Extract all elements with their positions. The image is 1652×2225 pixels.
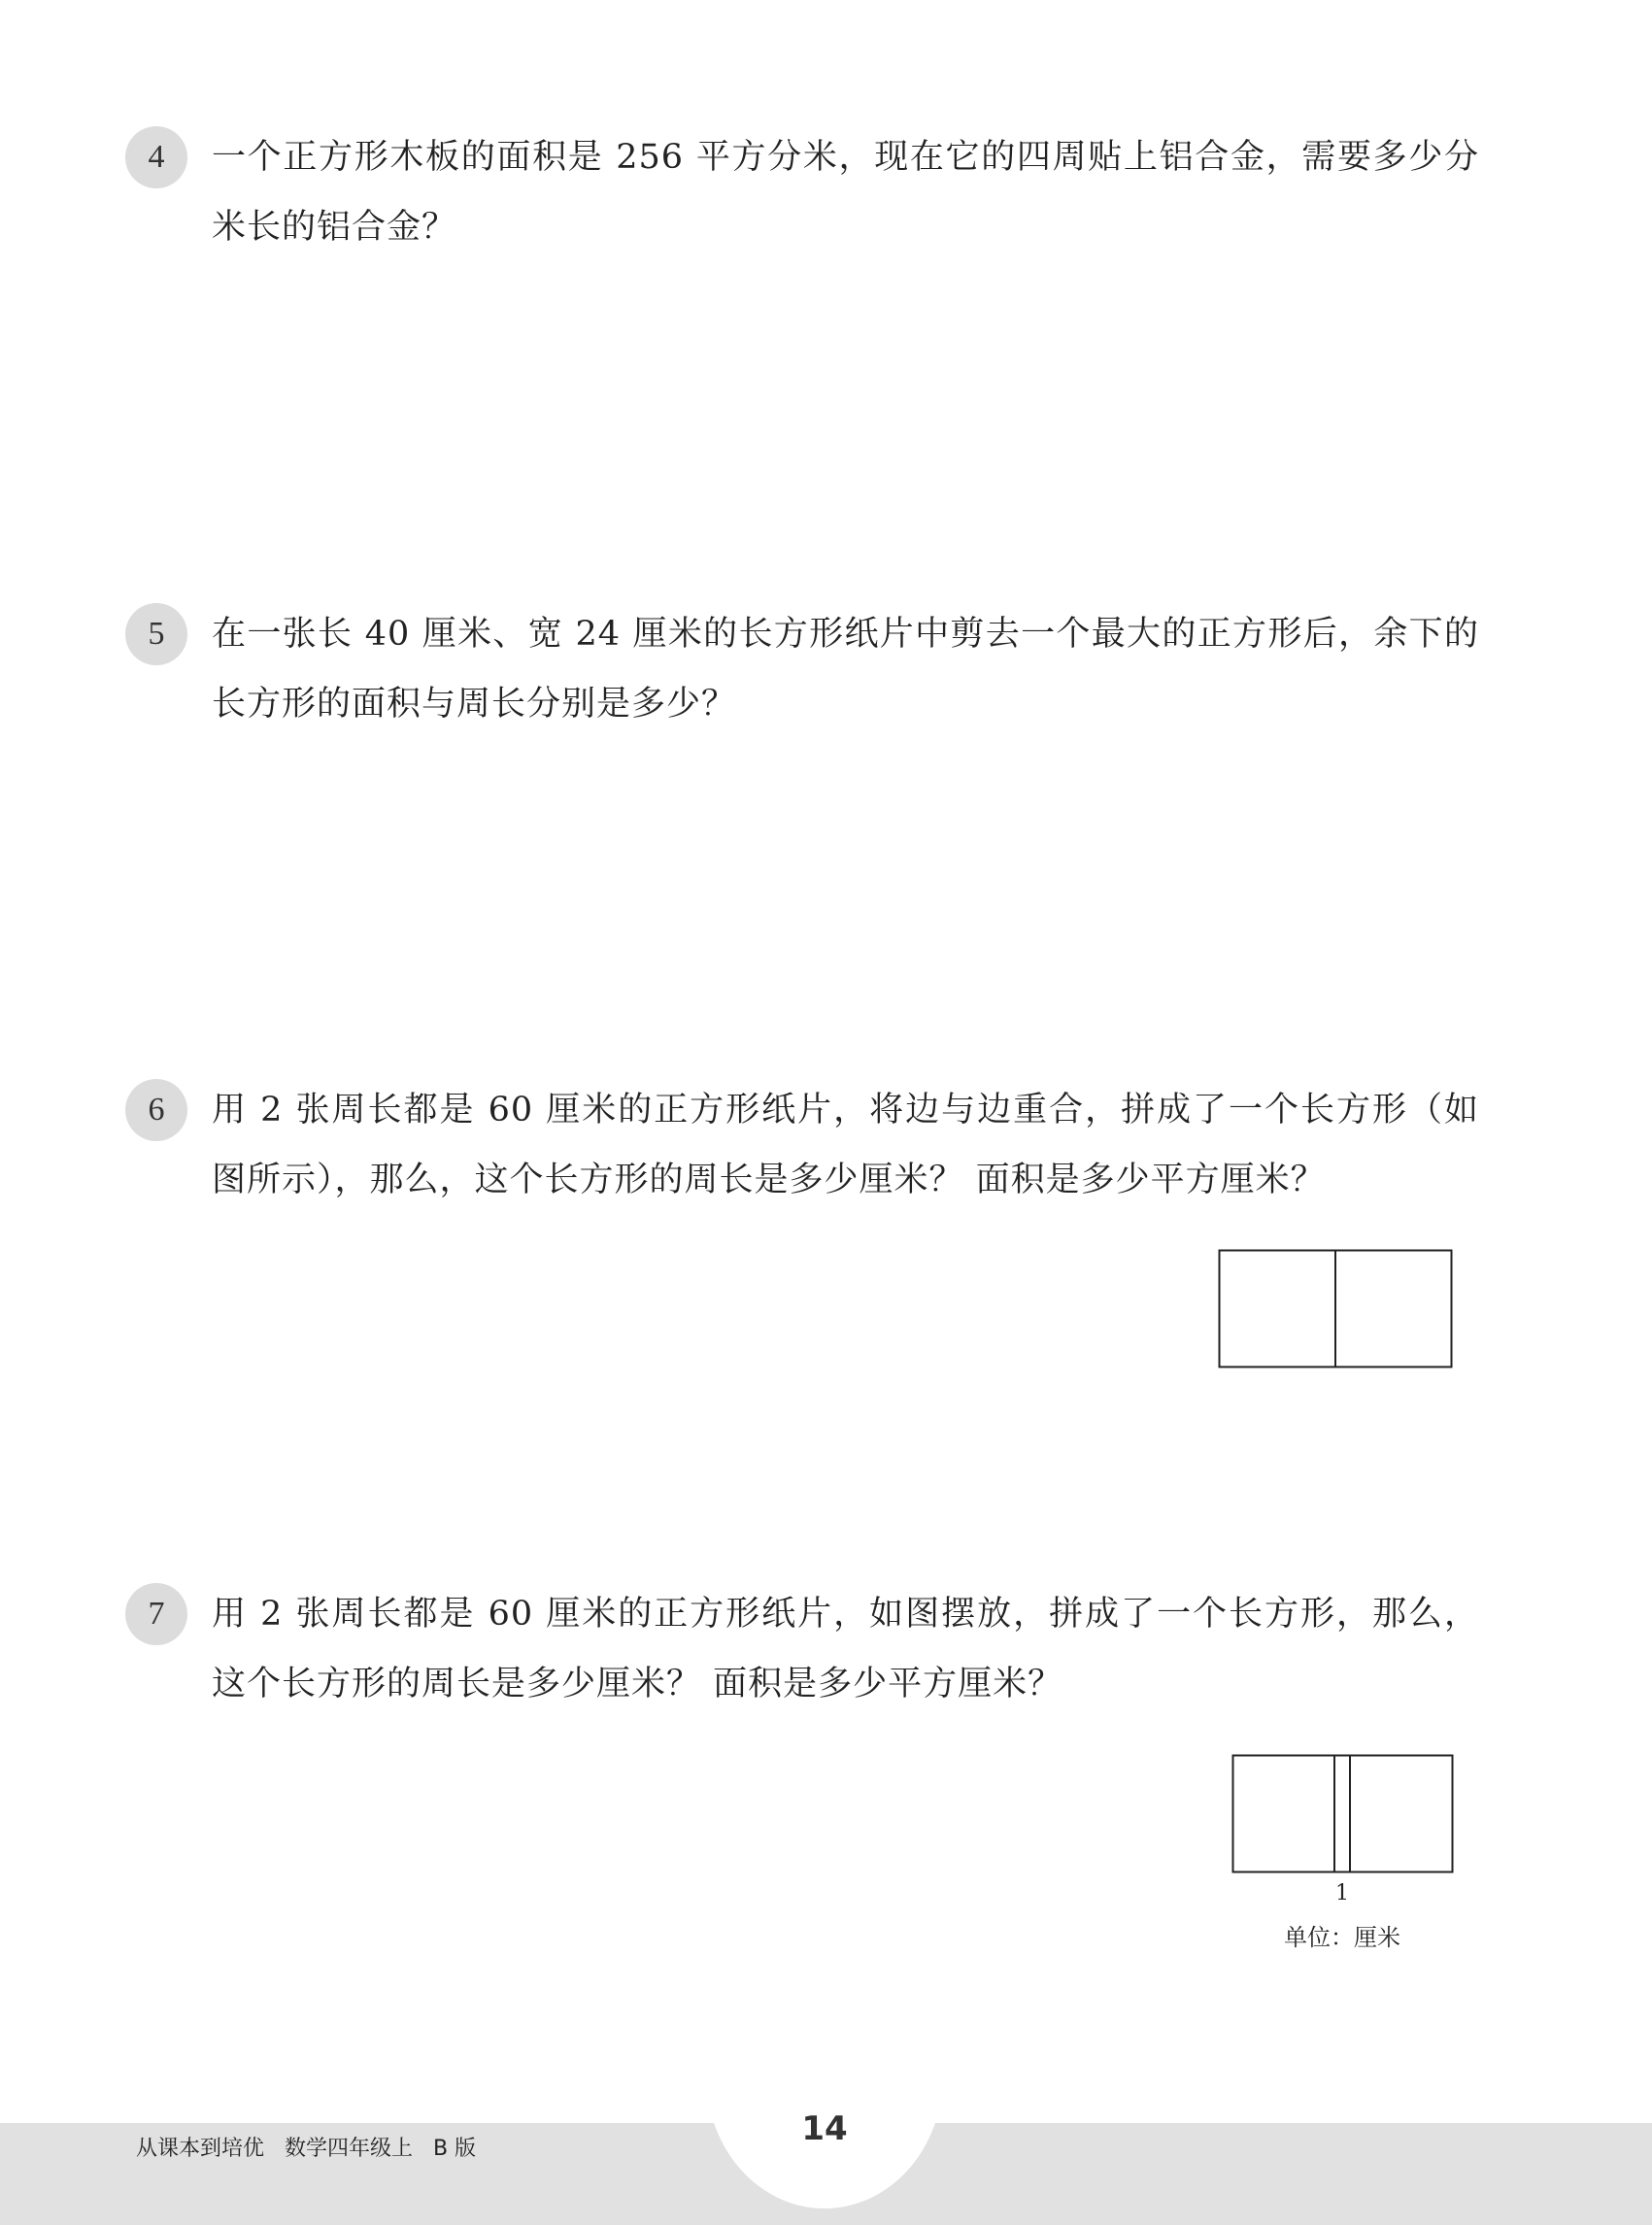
- overlapping-squares-figure: [1231, 1754, 1457, 1962]
- page-number-tab: [706, 1942, 943, 2208]
- problem-text: 在一张长 40 厘米、宽 24 厘米的长方形纸片中剪去一个最大的正方形后，余下的长方形的面积与周长分别是多少？: [212, 615, 1479, 724]
- book-title: 从课本到培优 数学四年级上 B 版: [136, 2137, 477, 2161]
- page-number: 14: [801, 2109, 848, 2148]
- overlap-width-label: 1: [1335, 1881, 1349, 1905]
- problem-number-badge: 5: [125, 603, 187, 665]
- two-squares-diagram: [1218, 1249, 1455, 1371]
- two-squares-figure: [1218, 1249, 1455, 1371]
- problem-text: 用 2 张周长都是 60 厘米的正方形纸片，将边与边重合，拼成了一个长方形（如图所示），那么，这个长方形的周长是多少厘米？ 面积是多少平方厘米？: [212, 1091, 1479, 1199]
- problem-number-badge: 4: [125, 126, 187, 188]
- overlapping-squares-diagram: [1231, 1754, 1457, 1962]
- rectangle-outline: [1233, 1756, 1453, 1872]
- problem-number-badge: 6: [125, 1079, 187, 1141]
- unit-label: 单位：厘米: [1284, 1924, 1400, 1951]
- problem-number-badge: 7: [125, 1583, 187, 1645]
- problem-text: 一个正方形木板的面积是 256 平方分米，现在它的四周贴上铝合金，需要多少分米长的铝合金？: [212, 138, 1479, 247]
- problem-text: 用 2 张周长都是 60 厘米的正方形纸片，如图摆放，拼成了一个长方形，那么，这个长方形的周长是多少厘米？ 面积是多少平方厘米？: [212, 1595, 1479, 1703]
